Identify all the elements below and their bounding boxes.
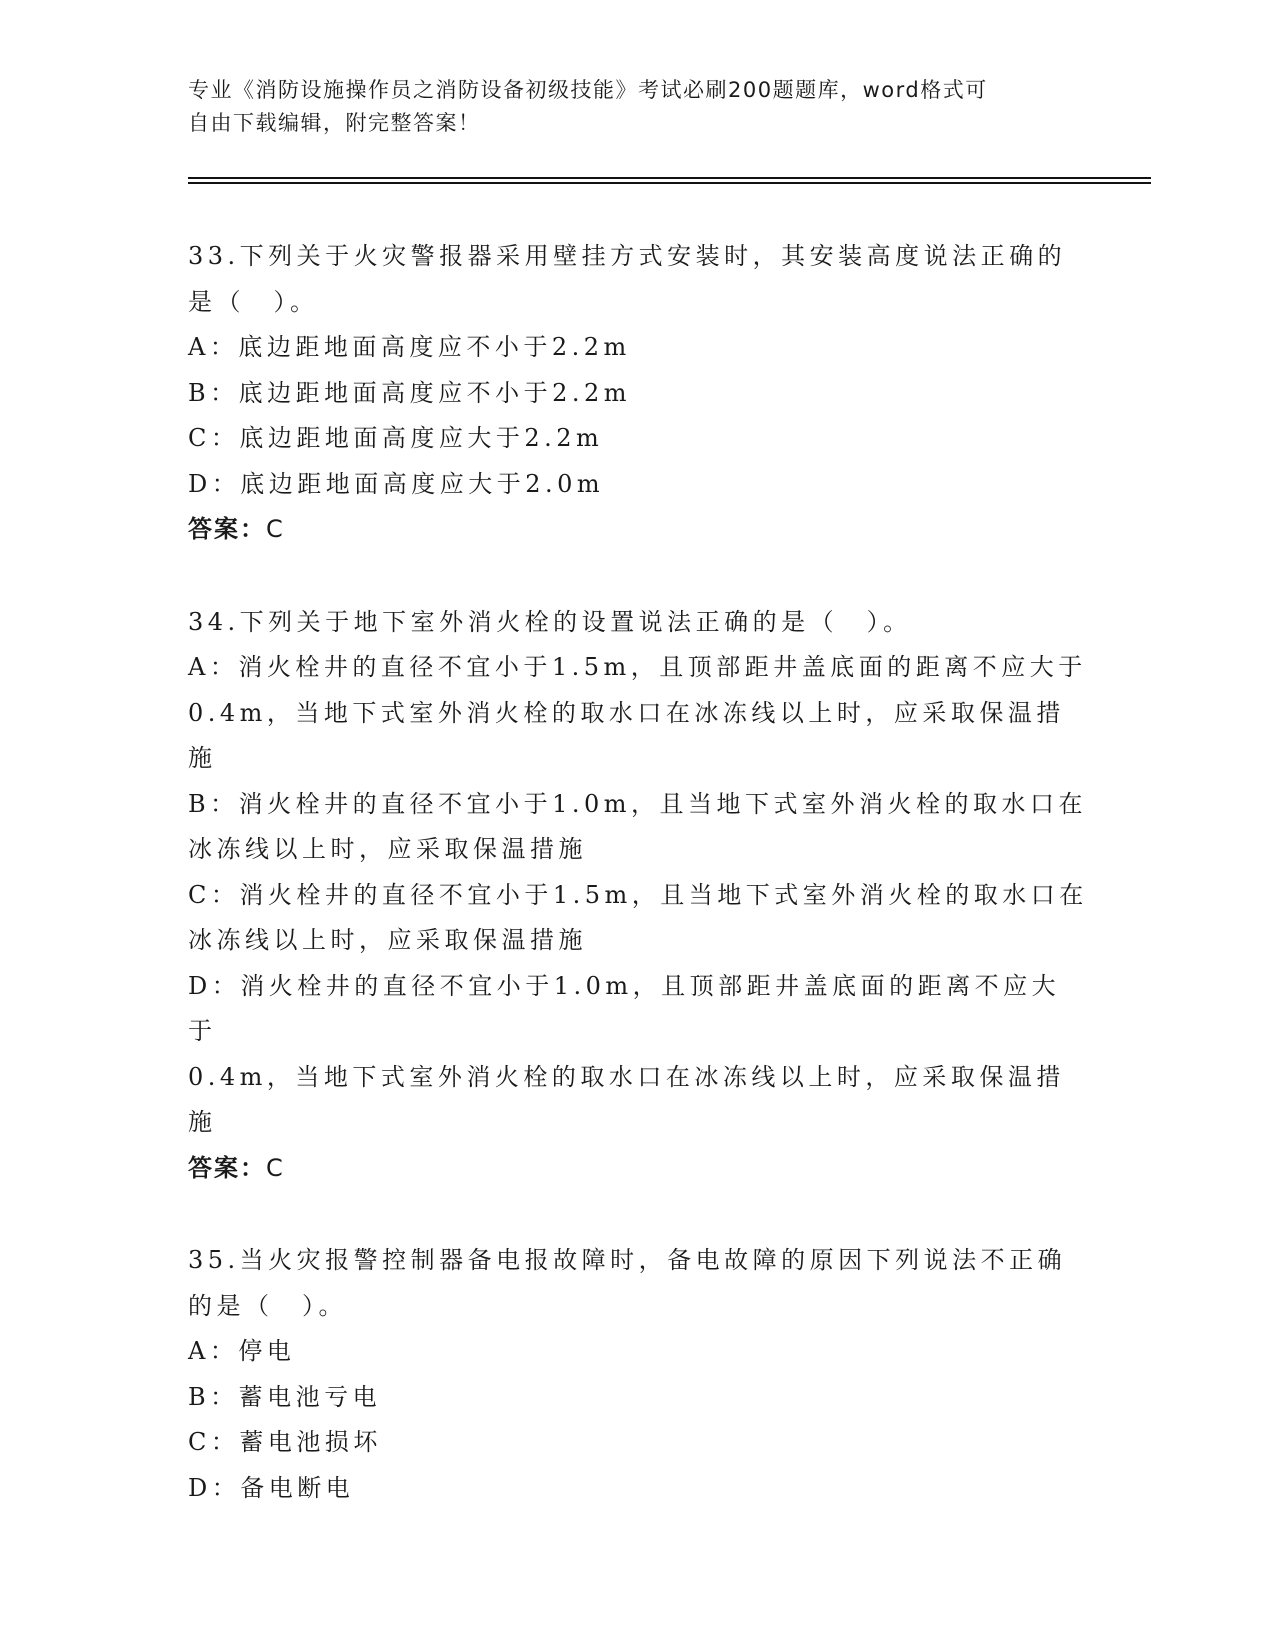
- question-list: [188, 234, 1088, 1558]
- question-34-option-d-line-2: 0.4m，当地下式室外消火栓的取水口在冰冻线以上时，应采取保温措: [188, 1062, 1065, 1091]
- question-34-stem-line-1: 34.下列关于地下室外消火栓的设置说法正确的是（ ）。: [188, 607, 912, 636]
- question-35: [188, 1238, 1088, 1511]
- question-34-option-a-line-3: 施: [188, 744, 217, 772]
- question-34-option-d-line-3: 施: [188, 1108, 217, 1136]
- question-34-option-d-line-1: D：消火栓井的直径不宜小于1.0m，且顶部距井盖底面的距离不应大于: [188, 971, 1061, 1045]
- question-33: [188, 234, 1088, 553]
- answer-label: 答案：: [188, 1153, 266, 1182]
- document-header: [188, 74, 1088, 140]
- question-34-option-c-line-2: 冰冻线以上时，应采取保温措施: [188, 926, 587, 954]
- question-33-stem-line-2: 是（ ）。: [188, 287, 319, 316]
- header-line-1: 专业《消防设施操作员之消防设备初级技能》考试必刷200题题库，word格式可: [188, 78, 988, 102]
- question-33-option-b: B：底边距地面高度应不小于2.2m: [188, 378, 632, 407]
- answer-value: C: [266, 1153, 285, 1182]
- answer-value: C: [266, 515, 285, 543]
- question-34-answer: [188, 1146, 1088, 1192]
- question-35-option-a: A：停电: [188, 1337, 296, 1365]
- question-35-option-d: D：备电断电: [188, 1473, 355, 1502]
- header-divider-bottom: [188, 182, 1151, 184]
- question-35-option-c: C：蓄电池损坏: [188, 1428, 382, 1456]
- question-35-stem-line-1: 35.当火灾报警控制器备电报故障时，备电故障的原因下列说法不正确: [188, 1246, 1067, 1274]
- question-35-stem-line-2: 的是（ ）。: [188, 1291, 347, 1320]
- question-34-option-b-line-1: B：消火栓井的直径不宜小于1.0m，且当地下式室外消火栓的取水口在: [188, 789, 1088, 818]
- question-34-option-a-line-2: 0.4m，当地下式室外消火栓的取水口在冰冻线以上时，应采取保温措: [188, 698, 1065, 727]
- question-33-stem-line-1: 33.下列关于火灾警报器采用壁挂方式安装时，其安装高度说法正确的: [188, 242, 1067, 270]
- answer-label: 答案：: [188, 515, 266, 543]
- question-33-option-a: A：底边距地面高度应不小于2.2m: [188, 333, 631, 361]
- question-34-option-c-line-1: C：消火栓井的直径不宜小于1.5m，且当地下式室外消火栓的取水口在: [188, 880, 1088, 909]
- header-divider-top: [188, 177, 1151, 179]
- question-33-answer: [188, 507, 1088, 553]
- question-35-option-b: B：蓄电池亏电: [188, 1382, 382, 1411]
- question-34-option-b-line-2: 冰冻线以上时，应采取保温措施: [188, 835, 587, 863]
- question-33-option-c: C：底边距地面高度应大于2.2m: [188, 424, 604, 452]
- question-34: [188, 600, 1088, 1192]
- question-33-option-d: D：底边距地面高度应大于2.0m: [188, 469, 605, 498]
- header-line-2: 自由下载编辑，附完整答案！: [188, 111, 481, 135]
- question-34-option-a-line-1: A：消火栓井的直径不宜小于1.5m，且顶部距井盖底面的距离不应大于: [188, 653, 1087, 681]
